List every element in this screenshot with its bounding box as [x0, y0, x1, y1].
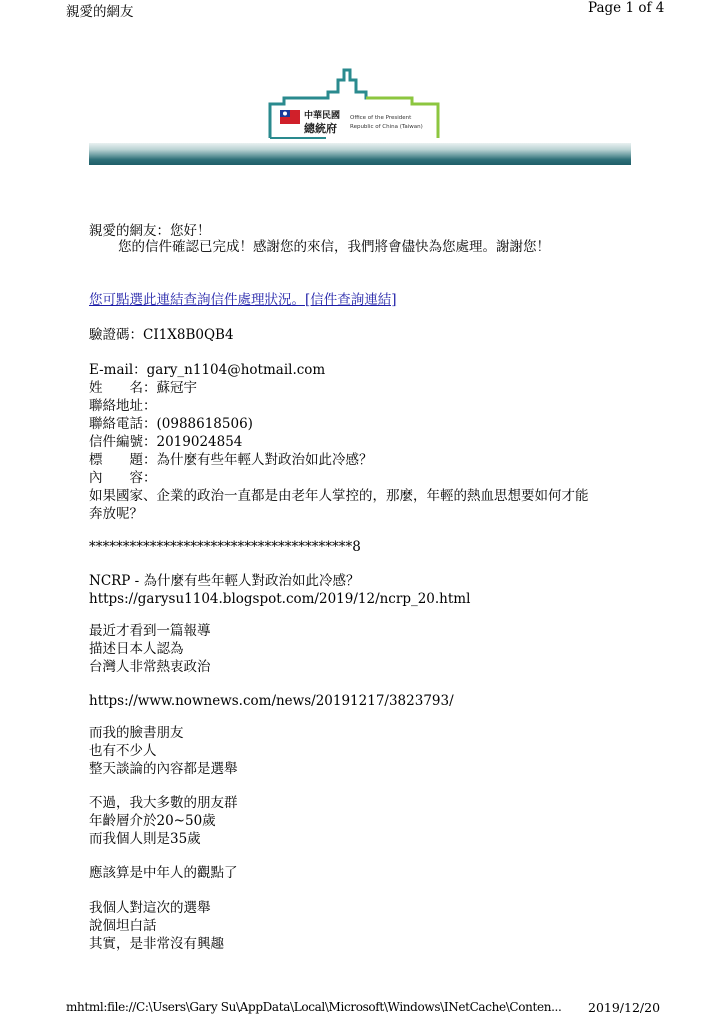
- header-banner: [89, 143, 631, 165]
- post-title: NCRP - 為什麼有些年輕人對政治如此冷感？: [89, 573, 360, 589]
- field-phone: 聯絡電話：(0988618506): [89, 416, 253, 432]
- page-header-title: 親愛的網友: [66, 4, 134, 20]
- greeting-line2: 您的信件確認已完成！感謝您的來信，我們將會儘快為您處理。謝謝您！: [118, 239, 550, 255]
- logo-chinese-line1: 中華民國: [304, 111, 341, 121]
- para2-line3: 整天談論的內容都是選舉: [89, 761, 238, 777]
- para1-line3: 台灣人非常熱衷政治: [89, 659, 211, 675]
- para2-line1: 而我的臉書朋友: [89, 725, 184, 741]
- footer-date: 2019/12/20: [588, 1000, 661, 1015]
- para3-line1: 不過，我大多數的朋友群: [89, 795, 238, 811]
- verification-code: 驗證碼：CI1X8B0QB4: [89, 327, 234, 343]
- separator-line: ***************************************8: [89, 539, 361, 555]
- para1-line2: 描述日本人認為: [89, 641, 184, 657]
- news-url: https://www.nownews.com/news/20191217/3823793/: [89, 693, 454, 709]
- presidential-building-icon: [266, 64, 442, 142]
- footer-file-path: mhtml:file://C:\Users\Gary Su\AppData\Local\Microsoft\Windows\INetCache\Conten...: [66, 1000, 562, 1014]
- logo-english-line2: Republic of China (Taiwan): [350, 124, 423, 130]
- field-address: 聯絡地址：: [89, 398, 157, 414]
- letter-status-link[interactable]: 您可點選此連結查詢信件處理狀況。[信件查詢連結]: [89, 292, 397, 308]
- page-number: Page 1 of 4: [588, 0, 665, 16]
- field-name: 姓 名：蘇冠宇: [89, 380, 197, 396]
- field-content: 內 容：: [89, 470, 157, 486]
- field-letter-number: 信件編號：2019024854: [89, 434, 243, 450]
- para4-line1: 應該算是中年人的觀點了: [89, 865, 238, 881]
- post-url: https://garysu1104.blogspot.com/2019/12/ncrp_20.html: [89, 591, 471, 607]
- logo-chinese-line2: 總統府: [304, 122, 337, 135]
- para5-line2: 說個坦白話: [89, 918, 157, 934]
- para3-line3: 而我個人則是35歲: [89, 831, 201, 847]
- para1-line1: 最近才看到一篇報導: [89, 623, 211, 639]
- field-email: E-mail：gary_n1104@hotmail.com: [89, 362, 326, 378]
- field-subject: 標 題：為什麼有些年輕人對政治如此冷感？: [89, 452, 373, 468]
- content-intro-line2: 奔放呢？: [89, 506, 143, 522]
- para2-line2: 也有不少人: [89, 743, 157, 759]
- greeting-line1: 親愛的網友：您好！: [89, 223, 211, 239]
- para5-line1: 我個人對這次的選舉: [89, 900, 211, 916]
- office-of-president-logo: [266, 64, 442, 142]
- content-intro-line1: 如果國家、企業的政治一直都是由老年人掌控的，那麼，年輕的熱血思想要如何才能: [89, 488, 589, 504]
- para5-line3: 其實，是非常沒有興趣: [89, 936, 224, 952]
- logo-english-line1: Office of the President: [350, 115, 412, 121]
- para3-line2: 年齡層介於20~50歲: [89, 813, 216, 829]
